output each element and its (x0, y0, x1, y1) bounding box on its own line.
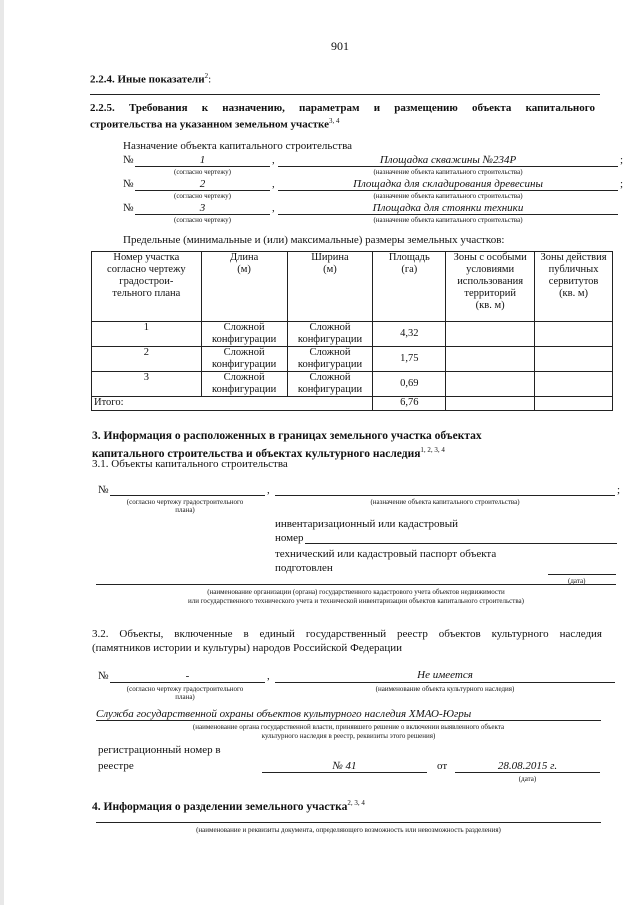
caption-per-drawing: (согласно чертежу) (173, 216, 232, 224)
table-row: 2 Сложной конфигурации Сложной конфигурации 1,75 (92, 347, 613, 372)
scan-edge (0, 0, 4, 905)
object-number: 2 (199, 178, 206, 190)
page-number: 901 (331, 39, 349, 53)
heritage-number: - (185, 670, 190, 682)
header-special-zones: Зоны с особыми условиями использования территорий (кв. м) (446, 252, 535, 322)
reg-label-l1: регистрационный номер в (98, 744, 221, 756)
header-width: Ширина (м) (287, 252, 373, 322)
section-31-title: 3.1. Объекты капитального строительства (92, 458, 288, 470)
authority-caption-l1: (наименование органа государственной власти, принявшего решение о включении выявленного объекта (192, 723, 505, 731)
land-plot-table (91, 251, 613, 411)
header-servitudes: Зоны действия публичных сервитутов (кв. м) (535, 252, 613, 322)
section-224-title: 2.2.4. Иные показатели$^2$: (90, 72, 212, 86)
limits-heading: Предельные (минимальные и (или) максимальные) размеры земельных участков: (123, 234, 505, 246)
from-label: от (437, 760, 448, 772)
division-document-caption: (наименование и реквизиты документа, определяющего возможность или невозможность разделения) (196, 826, 501, 834)
section-3-title-l1: 3. Информация о расположенных в границах земельного участка объектах (92, 430, 482, 442)
authority-name: Служба государственной охраны объектов культурного наследия ХМАО-Югры (96, 708, 472, 720)
passport-label-l1: технический или кадастровый паспорт объекта (275, 548, 497, 560)
caption-purpose: (назначение объекта капитального строительства) (373, 216, 523, 224)
division-document-line (96, 822, 601, 823)
inventory-label-l2: номер (275, 532, 304, 544)
no-sign: № (123, 154, 134, 166)
no-sign: № (98, 670, 109, 682)
object-purpose: Площадка для складирования древесины (353, 178, 543, 190)
divider-224 (90, 94, 600, 95)
object-number: 1 (199, 154, 206, 166)
caption-per-drawing: (согласно чертежу) (173, 168, 232, 176)
caption-purpose: (назначение объекта капитального строительства) (373, 168, 523, 176)
heritage-name: Не имеется (417, 669, 473, 681)
section-32-title-l1: 3.2. Объекты, включенные в единый государственный реестр объектов культурного наследия (92, 628, 602, 640)
header-area: Площадь (га) (373, 252, 446, 322)
caption-per-drawing: (согласно чертежу) (173, 192, 232, 200)
heritage-caption-right: (наименование объекта культурного наследия) (375, 685, 515, 693)
object-purpose-line (275, 495, 615, 496)
caption-purpose: (назначение объекта капитального строительства) (370, 498, 520, 506)
no-sign: № (98, 484, 109, 496)
section-4-title: 4. Информация о разделении земельного участка$^{2, 3, 4}$ (92, 799, 365, 813)
section-3-title-l2: капитального строительства и объектах культурного наследия$^{1, 2, 3, 4}$ (92, 446, 445, 460)
table-total-row: Итого: 6,76 (92, 397, 613, 411)
date-caption: (дата) (568, 577, 586, 585)
purpose-heading: Назначение объекта капитального строительства (123, 140, 353, 152)
passport-label-l2: подготовлен (275, 562, 333, 574)
section-225-title-l2: строительства на указанном земельном участке$^{3, 4}$ (90, 117, 340, 131)
authority-caption-l2: культурного наследия в реестр, реквизиты этого решения) (261, 732, 436, 740)
table-header-row (92, 252, 613, 322)
caption-per-drawing: (согласно чертежу градостроительного плана) (126, 498, 244, 514)
organization-line (96, 584, 616, 585)
section-32-title-l2: (памятников истории и культуры) народов Российской Федерации (92, 642, 403, 654)
organization-caption-l1: (наименование организации (органа) государственного кадастрового учета объектов недвижимости (207, 588, 505, 596)
reg-date-caption: (дата) (518, 775, 537, 783)
section-225-title-l1: 2.2.5. Требования к назначению, параметрам и размещению объекта капитального (90, 102, 595, 114)
organization-caption-l2: или государственного технического учета и технической инвентаризации объектов капитального строительства) (187, 597, 524, 605)
reg-label-l2: реестре (98, 760, 134, 772)
no-sign: № (123, 178, 134, 190)
table-row: 3 Сложной конфигурации Сложной конфигурации 0,69 (92, 372, 613, 397)
heritage-caption-left: (согласно чертежу градостроительного плана) (126, 685, 244, 701)
object-purpose: Площадка скважины №234Р (379, 154, 517, 166)
table-row: 1 Сложной конфигурации Сложной конфигурации 4,32 (92, 322, 613, 347)
inventory-line (305, 543, 617, 544)
object-number: 3 (199, 202, 206, 214)
inventory-label-l1: инвентаризационный или кадастровый (275, 518, 459, 530)
header-plot-number: Номер участка согласно чертежу градострои- тельного плана (92, 252, 202, 322)
object-purpose: Площадка для стоянки техники (372, 202, 524, 214)
object-number-line (110, 495, 265, 496)
no-sign: № (123, 202, 134, 214)
reg-number: № 41 (332, 760, 357, 772)
reg-date: 28.08.2015 г. (497, 760, 558, 772)
caption-purpose: (назначение объекта капитального строительства) (373, 192, 523, 200)
header-length: Длина (м) (201, 252, 287, 322)
passport-date-line (548, 574, 616, 575)
